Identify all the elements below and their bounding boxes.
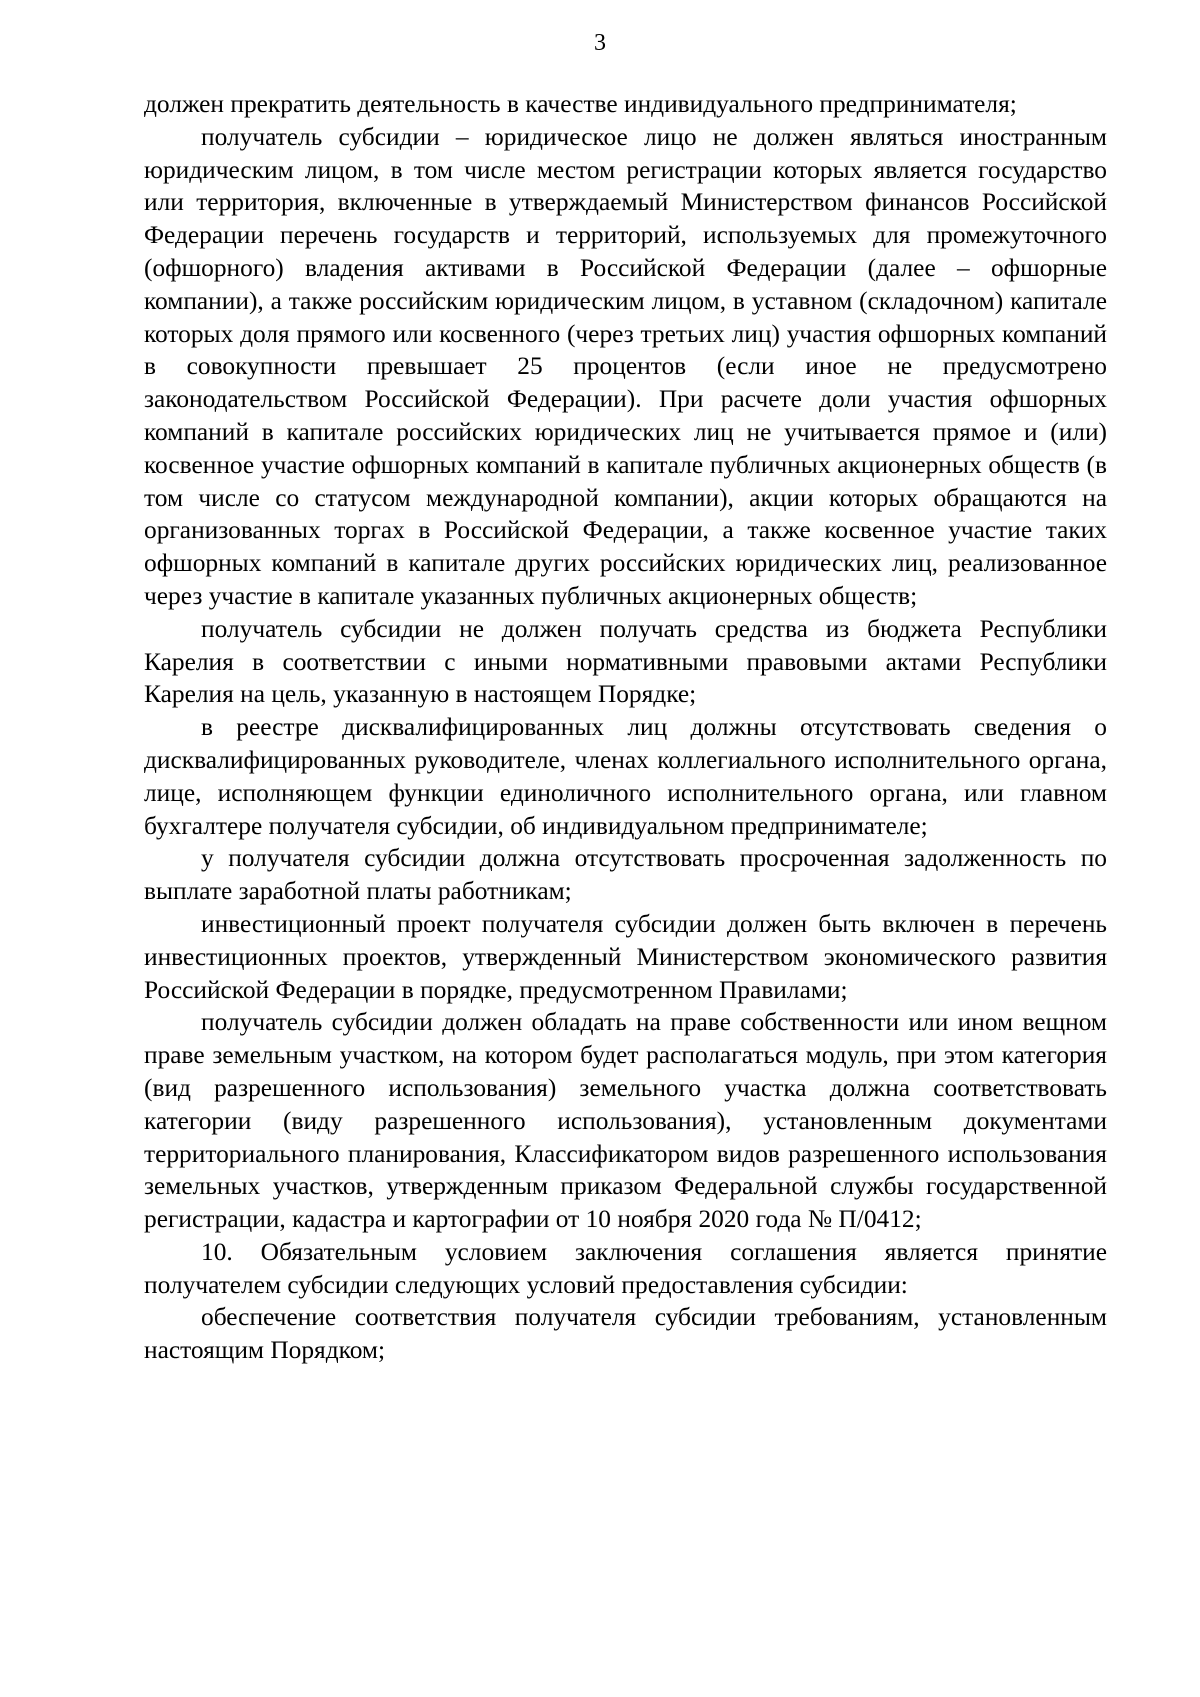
paragraph-land-plot: получатель субсидии должен обладать на праве собственности или ином вещном праве земельным участком, на котором будет располагаться модуль, при этом категория (вид разрешенного использования) земельного участка должна соответствовать категории (виду разрешенного использования), установленным документами территориального планирования, Классификатором видов разрешенного использования земельных участков, утвержденным приказом Федеральной службы государственной регистрации, кадастра и картографии от 10 ноября 2020 года № П/0412; xyxy=(144,1008,1107,1234)
paragraph-continuation: должен прекратить деятельность в качестве индивидуального предпринимателя; xyxy=(144,90,1017,118)
paragraph-wage-arrears: у получателя субсидии должна отсутствовать просроченная задолженность по выплате заработной платы работникам; xyxy=(144,844,1107,906)
paragraph-disqualified-persons: в реестре дисквалифицированных лиц должны отсутствовать сведения о дисквалифицированных руководителе, членах коллегиального исполнительного органа, лице, исполняющем функции единоличного исполнительного органа, или главном бухгалтере получателя субсидии, об индивидуальном предпринимателе; xyxy=(144,713,1107,840)
paragraph-investment-project: инвестиционный проект получателя субсидии должен быть включен в перечень инвестиционных проектов, утвержденный Министерством экономического развития Российской Федерации в порядке, предусмотренном Правилами; xyxy=(144,909,1107,1004)
paragraph-budget-funds: получатель субсидии не должен получать средства из бюджета Республики Карелия в соответствии с иными нормативными правовыми актами Республики Карелия на цель, указанную в настоящем Порядке; xyxy=(144,614,1107,709)
paragraph-offshore-requirement: получатель субсидии – юридическое лицо не должен являться иностранным юридическим лицом, в том числе местом регистрации которых является государство или территория, включенные в утверждаемый Министерством финансов Российской Федерации перечень государств и территорий, используемых для промежуточного (офшорного) владения активами в Российской Федерации (далее – офшорные компании), а также российским юридическим лицом, в уставном (складочном) капитале которых доля прямого или косвенного (через третьих лиц) участия офшорных компаний в совокупности превышает 25 процентов (если иное не предусмотрено законодательством Российской Федерации). При расчете доли участия офшорных компаний в капитале российских юридических лиц не учитывается прямое и (или) косвенное участие офшорных компаний в капитале публичных акционерных обществ (в том числе со статусом международной компании), акции которых обращаются на организованных торгах в Российской Федерации, а также косвенное участие таких офшорных компаний в капитале других российских юридических лиц, реализованное через участие в капитале указанных публичных акционерных обществ; xyxy=(144,122,1107,610)
paragraph-item-10: 10. Обязательным условием заключения соглашения является принятие получателем субсидии следующих условий предоставления субсидии: xyxy=(144,1237,1107,1299)
paragraph-compliance: обеспечение соответствия получателя субсидии требованиям, установленным настоящим Порядком; xyxy=(144,1303,1107,1365)
page-number: 3 xyxy=(594,30,606,56)
document-body xyxy=(144,88,1107,1367)
